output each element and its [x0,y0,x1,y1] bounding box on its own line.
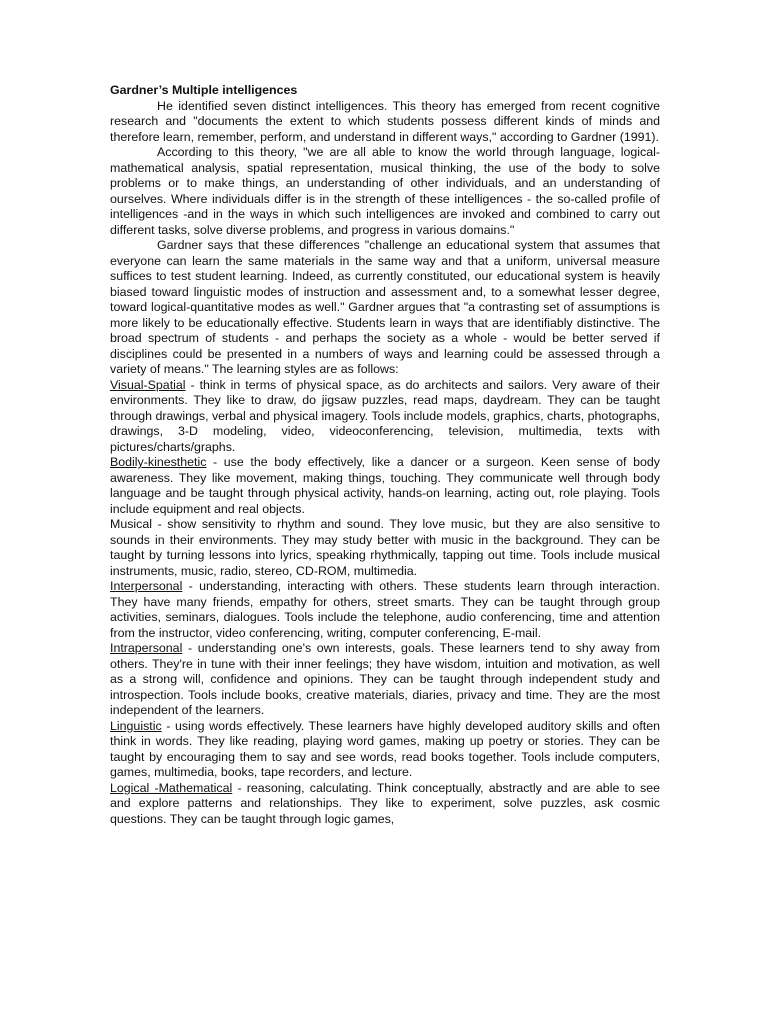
style-description: - understanding, interacting with others. These students learn through interaction. They have many friends, empathy for others, street smarts. They can be taught through group activities, seminars, dialogues. Tools include the telephone, audio conferencing, time and attention from the instructor, video conferencing, writing, computer conferencing, E-mail. [110,579,660,640]
style-logical-mathematical [110,781,660,828]
style-description: - use the body effectively, like a dancer or a surgeon. Keen sense of body awareness. They like movement, making things, touching. They communicate well through body language and be taught through physical activity, hands-on learning, acting out, role playing. Tools include equipment and real objects. [110,455,660,516]
style-intrapersonal [110,641,660,719]
style-description: - think in terms of physical space, as do architects and sailors. Very aware of their environments. They like to draw, do jigsaw puzzles, read maps, daydream. They can be taught through drawings, verbal and physical imagery. Tools include models, graphics, charts, photographs, drawings, 3-D modeling, video, videoconferencing, television, multimedia, texts with pictures/charts/graphs. [110,377,660,454]
style-musical [110,517,660,579]
style-linguistic [110,719,660,781]
paragraph-intro: He identified seven distinct intelligences. This theory has emerged from recent cognitive research and "documents the extent to which students possess different kinds of minds and therefore learn, remember, perform, and understand in different ways," according to Gardner (1991). [110,98,660,144]
style-term: Visual-Spatial [110,377,186,392]
style-term: Linguistic [110,718,162,733]
style-description: - understanding one's own interests, goals. These learners tend to shy away from others. They're in tune with their inner feelings; they have wisdom, intuition and motivation, as well as a strong will, confidence and opinions. They can be taught through independent study and introspection. Tools include books, creative materials, diaries, privacy and time. They are the most independent of the learners. [110,641,660,717]
style-term: Logical -Mathematical [110,780,233,795]
style-bodily-kinesthetic [110,455,660,517]
paragraph-theory: According to this theory, "we are all able to know the world through language, logical-mathematical analysis, spatial representation, musical thinking, the use of the body to solve problems or to make things, an understanding of other individuals, and an understanding of ourselves. Where individuals differ is in the strength of these intelligences - the so-called profile of intelligences -and in the ways in which such intelligences are invoked and combined to carry out different tasks, solve diverse problems, and progress in various domains." [110,145,660,237]
style-description: - reasoning, calculating. Think conceptually, abstractly and are able to see and explore patterns and relationships. They like to experiment, solve puzzles, ask cosmic questions. They can be taught through logic games, [110,780,660,826]
style-term: Interpersonal [110,579,183,593]
style-visual-spatial [110,378,660,456]
paragraph-differences: Gardner says that these differences "challenge an educational system that assumes that everyone can learn the same materials in the same way and that a uniform, universal measure suffices to test student learning. Indeed, as currently constituted, our educational system is heavily biased toward linguistic modes of instruction and assessment and, to a somewhat lesser degree, toward logical-quantitative modes as well." Gardner argues that "a contrasting set of assumptions is more likely to be educationally effective. Students learn in ways that are identifiably distinctive. The broad spectrum of students - and perhaps the society as a whole - would be better served if disciplines could be presented in a numbers of ways and learning could be assessed through a variety of means." The learning styles are as follows: [110,238,660,376]
document-page [110,83,660,827]
style-description: Musical - show sensitivity to rhythm and sound. They love music, but they are also sensitive to sounds in their environments. They may study better with music in the background. They can be taught by turning lessons into lyrics, speaking rhythmically, tapping out time. Tools include musical instruments, music, radio, stereo, CD-ROM, multimedia. [110,517,660,578]
style-term: Bodily-kinesthetic [110,455,207,469]
document-title: Gardner’s Multiple intelligences [110,83,298,97]
style-term: Intrapersonal [110,641,183,655]
style-description: - using words effectively. These learners have highly developed auditory skills and often think in words. They like reading, playing word games, making up poetry or stories. They can be taught by encouraging them to say and see words, read books together. Tools include computers, games, multimedia, books, tape recorders, and lecture. [110,718,660,779]
style-interpersonal [110,579,660,641]
